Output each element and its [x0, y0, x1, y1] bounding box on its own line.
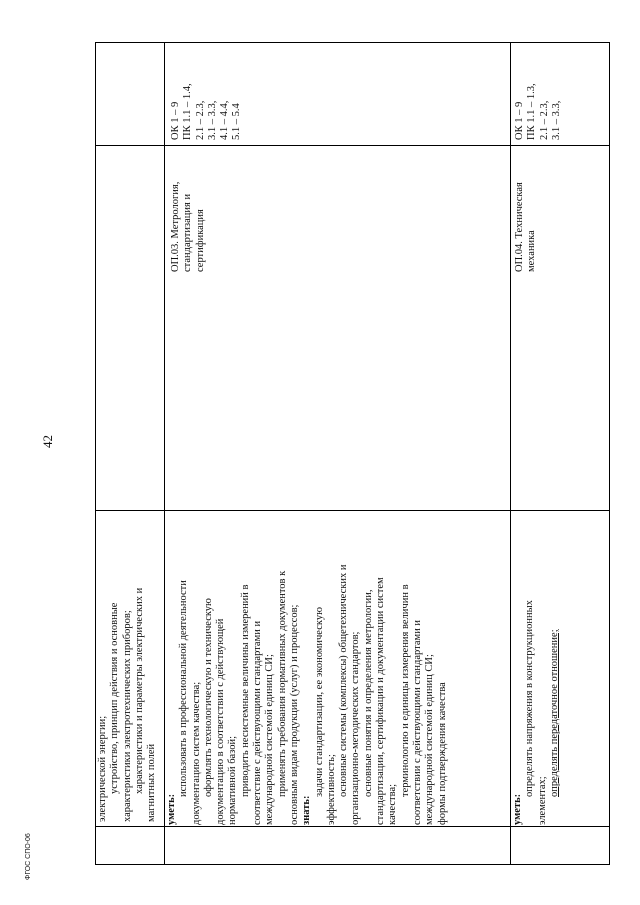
row2-content-cell — [166, 480, 449, 825]
competency-code: 2.1 – 2.3, — [194, 100, 206, 140]
content-line: качества; — [387, 783, 399, 825]
content-line: определять напряжения в конструкционных — [524, 600, 536, 797]
content-line: характеристики электротехнических приборов; — [121, 610, 133, 822]
discipline-name-line: механика — [526, 230, 538, 272]
page-number: 42 — [40, 435, 55, 448]
competency-code: ОК 1 – 9 — [170, 101, 181, 140]
column-divider — [510, 42, 511, 865]
content-line: соответствие с действующими стандартами и — [252, 620, 264, 825]
row-divider — [95, 826, 610, 827]
row2-discipline-cell — [170, 182, 207, 272]
content-line: использовать в профессиональной деятельности — [178, 580, 190, 797]
content-line: уметь: — [512, 793, 523, 825]
content-line: эффективность; — [325, 754, 337, 825]
competency-code: ОК 1 – 9 — [514, 101, 525, 140]
content-line: электрической энергии; — [97, 715, 108, 822]
competency-code: 5.1 – 5.4 — [231, 103, 243, 140]
content-line: международной системой единиц СИ; — [424, 654, 436, 825]
content-line: определять передаточное отношение; — [548, 629, 560, 797]
content-line: основным видам продукции (услуг) и процессов; — [288, 604, 300, 825]
content-line: задачи стандартизации, ее экономическую — [313, 607, 325, 797]
row1-content-cell — [97, 588, 158, 822]
discipline-name-line: ОП.04. Техническая — [514, 182, 525, 272]
competency-code: 3.1 – 3.3, — [550, 100, 562, 140]
competency-code: 2.1 – 2.3, — [538, 100, 550, 140]
content-line: основные понятия и определения метрологии, — [362, 589, 374, 797]
row3-content-cell — [512, 600, 561, 825]
competency-code: ПК 1.1 – 1.4, — [182, 83, 194, 140]
content-line: магнитных полей — [146, 743, 158, 822]
content-line: организационно-методических стандартов; — [350, 631, 362, 825]
discipline-name-line: сертификация — [194, 209, 206, 272]
content-line: оформлять технологическую и техническую — [202, 598, 214, 797]
content-line: устройство, принцип действия и основные — [109, 602, 121, 794]
discipline-name-line: ОП.03. Метрология, — [170, 181, 181, 272]
content-line: терминологию и единицы измерения величин в — [399, 584, 411, 797]
content-line: элементах; — [536, 776, 548, 825]
competency-code: 3.1 – 3.3, — [206, 100, 218, 140]
content-line: применять требования нормативных документов к — [276, 570, 288, 797]
row-divider — [95, 145, 610, 146]
discipline-name-line: стандартизация и — [182, 193, 194, 272]
content-line: знать: — [301, 795, 313, 825]
content-line: основные системы (комплексы) общетехнических и — [338, 564, 350, 797]
content-line: приводить несистемные величины измерений в — [239, 584, 251, 797]
content-line: уметь: — [166, 793, 177, 825]
competency-code: ПК 1.1 – 1.3, — [526, 83, 538, 140]
footer-code: ФГОС СПО-06 — [25, 833, 32, 880]
content-line: характеристики и параметры электрических и — [133, 587, 145, 794]
content-line: международной системой единиц СИ; — [264, 654, 276, 825]
column-divider — [164, 42, 165, 865]
competency-code: 4.1 – 4.4, — [219, 100, 231, 140]
content-line: нормативной базой; — [227, 735, 239, 825]
content-line: документацию систем качества; — [190, 681, 202, 825]
row3-discipline-cell — [514, 182, 539, 272]
content-line: стандартизации, сертификации и документации систем — [375, 577, 387, 825]
content-line: соответствии с действующими стандартами и — [411, 619, 423, 825]
row2-competencies-cell — [170, 83, 244, 140]
content-line: документацию в соответствии с действующей — [215, 618, 227, 825]
row3-competencies-cell — [514, 83, 563, 140]
content-line: формы подтверждения качества — [436, 682, 448, 825]
